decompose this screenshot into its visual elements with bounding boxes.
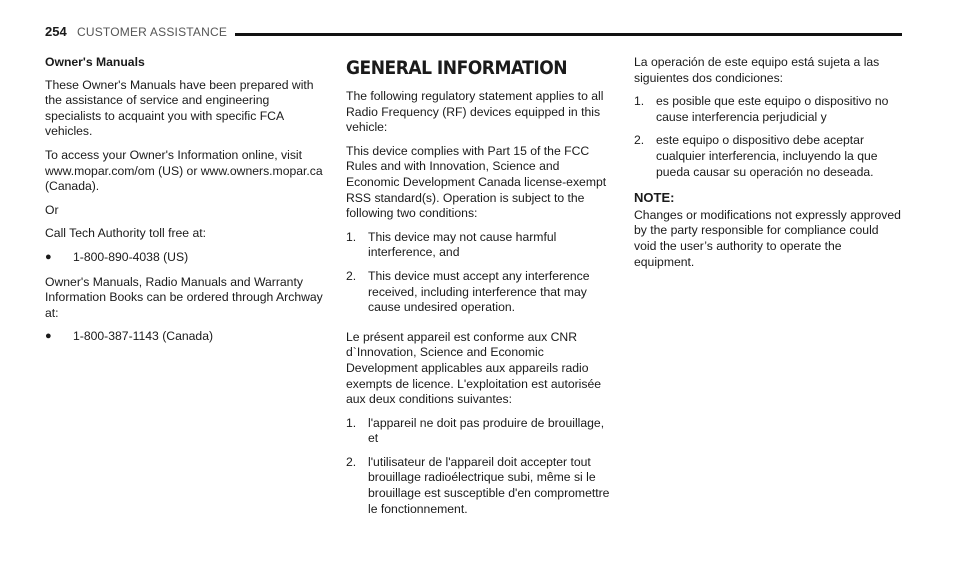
paragraph: Or <box>45 202 59 217</box>
list-item <box>346 230 614 261</box>
list-number: 2. <box>346 268 357 283</box>
list-text: este equipo o dispositivo debe aceptar cualquier interferencia, incluyendo la que pueda causar su operación no deseada. <box>656 133 878 179</box>
bullet-item <box>45 329 323 345</box>
column-left <box>45 55 323 354</box>
paragraph: La operación de este equipo está sujeta a las siguientes dos condiciones: <box>634 55 880 85</box>
page-header <box>45 24 902 46</box>
owners-manuals-heading: Owner's Manuals <box>45 55 145 69</box>
column-middle <box>346 55 614 525</box>
list-text: es posible que este equipo o dispositivo no cause interferencia perjudicial y <box>656 94 889 124</box>
paragraph: The following regulatory statement applies to all Radio Frequency (RF) devices equipped in this vehicle: <box>346 89 604 135</box>
paragraph: This device complies with Part 15 of the FCC Rules and with Innovation, Science and Economic Development Canada license-exempt RSS standard(s). Operation is subject to the following two conditions: <box>346 143 607 221</box>
phone-us: 1-800-890-4038 (US) <box>73 249 189 264</box>
list-number: 1. <box>634 94 645 109</box>
list-item <box>634 133 904 180</box>
list-text: This device must accept any interference received, including interference that may cause undesired operation. <box>368 268 590 315</box>
list-item <box>634 94 904 125</box>
paragraph: To access your Owner's Information online, visit www.mopar.com/om (US) or www.owners.mopar.ca (Canada). <box>45 147 323 194</box>
list-text: l'utilisateur de l'appareil doit accepter tout brouillage radioélectrique subi, même si le brouillage est susceptible d'en compromettre le fonctionnement. <box>368 454 610 516</box>
general-information-heading: GENERAL INFORMATION <box>346 57 568 79</box>
paragraph: Call Tech Authority toll free at: <box>45 226 207 241</box>
note-text: Changes or modifications not expressly approved by the party responsible for compliance could void the user’s authority to operate the equipment. <box>634 207 901 269</box>
column-right <box>634 55 904 278</box>
list-number: 1. <box>346 415 357 430</box>
note-heading: NOTE: <box>634 190 675 206</box>
paragraph: Le présent appareil est conforme aux CNR d`Innovation, Science and Economic Development applicables aux appareils radio exempts de licence. L'exploitation est autorisée aux deux conditions suivantes: <box>346 329 602 407</box>
list-item <box>346 269 614 316</box>
list-number: 2. <box>634 133 645 148</box>
list-text: This device may not cause harmful interference, and <box>368 229 557 260</box>
bullet-icon: ● <box>45 250 52 263</box>
bullet-icon: ● <box>45 330 52 343</box>
list-item <box>346 455 614 517</box>
header-rule <box>235 33 902 36</box>
list-text: l'appareil ne doit pas produire de brouillage, et <box>368 415 605 446</box>
paragraph: Owner's Manuals, Radio Manuals and Warranty Information Books can be ordered through Archway at: <box>45 274 323 320</box>
list-item <box>346 416 614 447</box>
page-number: 254 <box>45 24 67 39</box>
list-number: 2. <box>346 454 357 469</box>
list-number: 1. <box>346 229 357 244</box>
bullet-item <box>45 250 323 266</box>
paragraph: These Owner's Manuals have been prepared with the assistance of service and engineering specialists to acquaint you with specific FCA vehicles. <box>45 77 314 139</box>
phone-canada: 1-800-387-1143 (Canada) <box>73 329 214 344</box>
section-title: CUSTOMER ASSISTANCE <box>77 25 228 39</box>
